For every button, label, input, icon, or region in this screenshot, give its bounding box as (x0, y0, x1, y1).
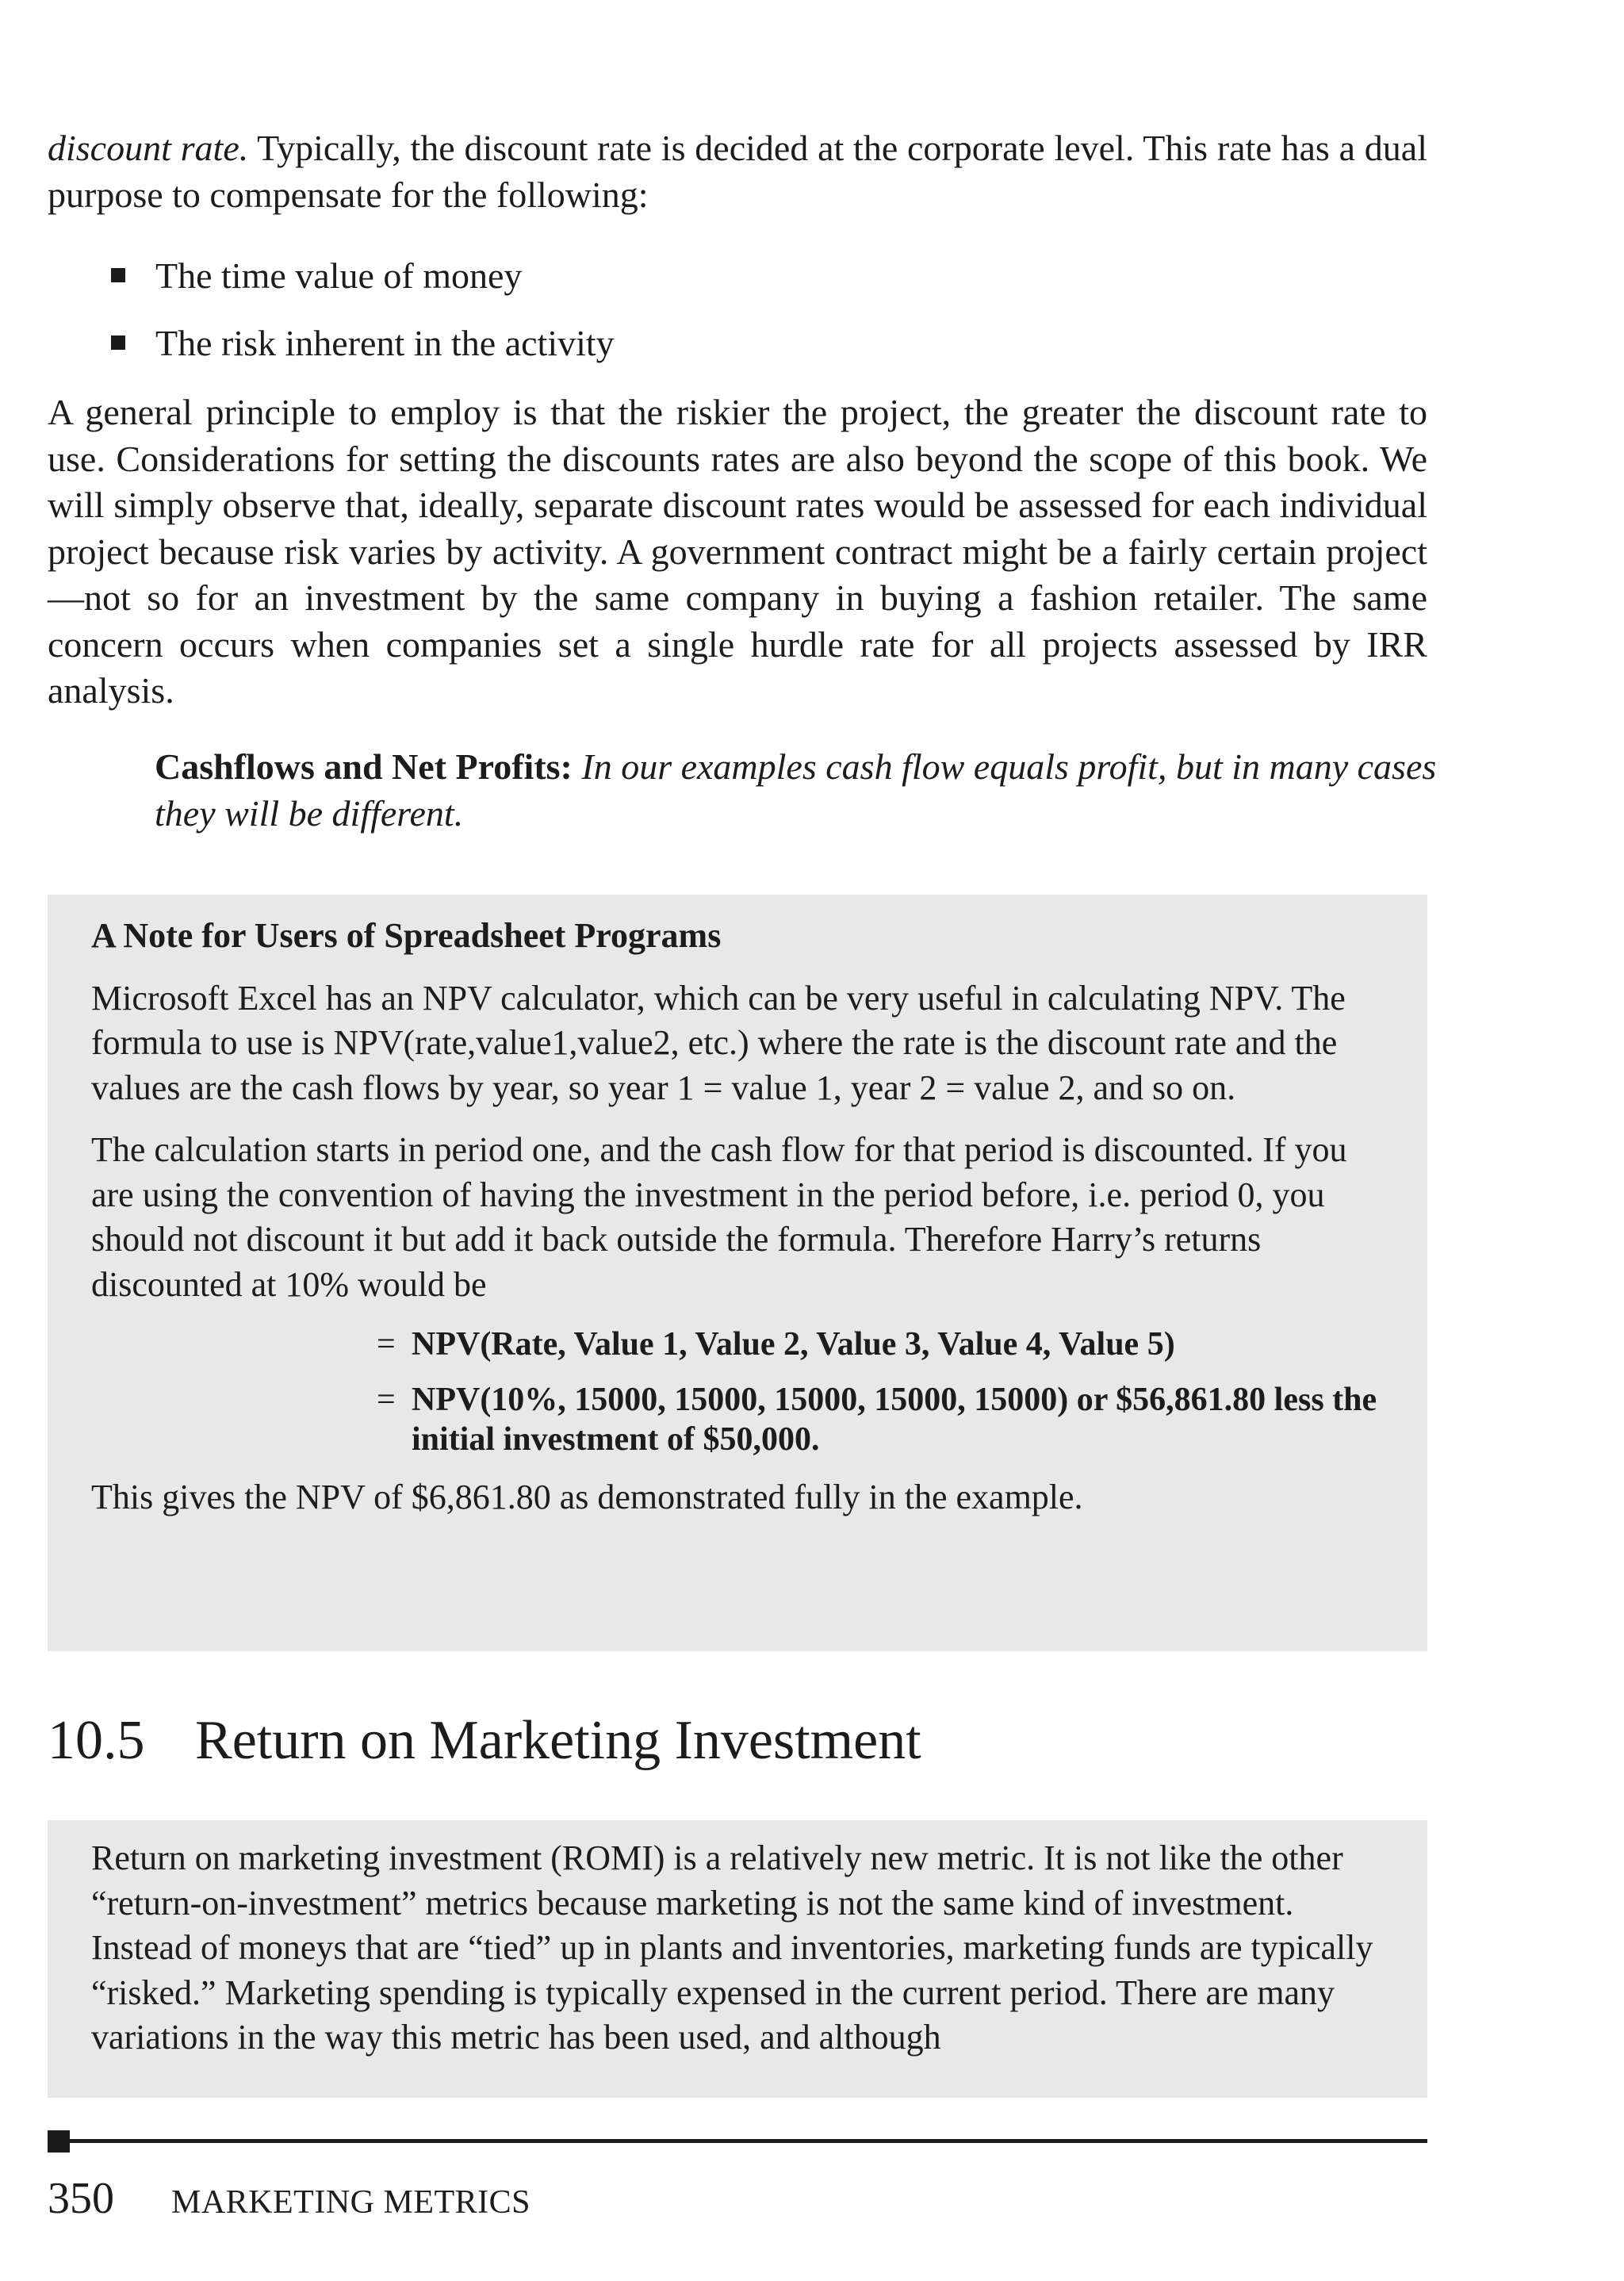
list-item (111, 320, 615, 366)
bullet-list (111, 252, 615, 366)
discount-rate-paragraph: A general principle to employ is that the riskier the project, the greater the discount rate to use. Considerations for setting the discounts rates are also beyond the scope of this book. We will simply observe that, ideally, separate discount rates would be assessed for each individual project because risk varies by activity. A government contract might be a fairly certain project—not so for an investment by the same company in buying a fashion retailer. The same concern occurs when companies set a single hurdle rate for all projects assessed by IRR analysis. (48, 392, 1427, 711)
page-footer (48, 2173, 530, 2224)
callout-label: Cashflows and Net Profits: (155, 746, 573, 787)
list-item (111, 252, 615, 298)
note-content (91, 914, 1384, 1520)
bullet-square-icon (111, 268, 125, 282)
section-number: 10.5 (48, 1710, 145, 1771)
intro-text: Typically, the discount rate is decided at the corporate level. This rate has a dual purpose to compensate for the following: (48, 128, 1427, 215)
footer-rule (48, 2139, 1427, 2143)
note-paragraph-3: This gives the NPV of $6,861.80 as demonstrated fully in the example. (91, 1478, 1083, 1516)
section-title: Return on Marketing Investment (195, 1710, 921, 1771)
note-title: A Note for Users of Spreadsheet Programs (91, 916, 722, 955)
running-title: MARKETING METRICS (171, 2184, 531, 2221)
romi-definition-box (48, 1820, 1427, 2098)
formula-row-1 (377, 1325, 1384, 1364)
spreadsheet-note-box (48, 895, 1427, 1651)
formula-2: NPV(10%, 15000, 15000, 15000, 15000, 15000) or $56,861.80 less the initial investment of $50,000. (412, 1382, 1377, 1458)
bullet-text: The risk inherent in the activity (155, 322, 615, 363)
intro-italic-lead: discount rate. (48, 128, 249, 168)
cashflow-callout (155, 744, 1455, 837)
callout-text: In our examples cash flow equals profit, but in many cases they will be different. (155, 746, 1437, 834)
note-paragraph-1: Microsoft Excel has an NPV calculator, which can be very useful in calculating NPV. The formula to use is NPV(rate,value1,value2, etc.) where the rate is the discount rate and the values are the cash flows by year, so year 1 = value 1, year 2 = value 2, and so on. (91, 978, 1346, 1107)
bullet-text: The time value of money (155, 255, 523, 296)
equals-sign: = (377, 1382, 396, 1418)
romi-text: Return on marketing investment (ROMI) is a relatively new metric. It is not like the other “return-on-investment” metrics because marketing is not the same kind of investment. Instead of moneys that are “tied” up in plants and inventories, marketing funds are typically “risked.” Marketing spending is typically expensed in the current period. There are many variations in the way this metric has been used, and although (91, 1838, 1373, 2057)
formula-row-2 (377, 1380, 1384, 1459)
bullet-square-icon (111, 335, 125, 350)
intro-paragraph (48, 125, 1427, 218)
equals-sign: = (377, 1326, 396, 1363)
formula-1: NPV(Rate, Value 1, Value 2, Value 3, Value 4, Value 5) (412, 1326, 1175, 1363)
section-heading (48, 1705, 921, 1777)
page-number: 350 (48, 2174, 114, 2223)
formula-block (91, 1325, 1384, 1459)
note-paragraph-2: The calculation starts in period one, and the cash flow for that period is discounted. If you are using the convention of having the investment in the period before, i.e. period 0, you should not discount it but add it back outside the formula. Therefore Harry’s returns discounted at 10% would be (91, 1130, 1347, 1304)
